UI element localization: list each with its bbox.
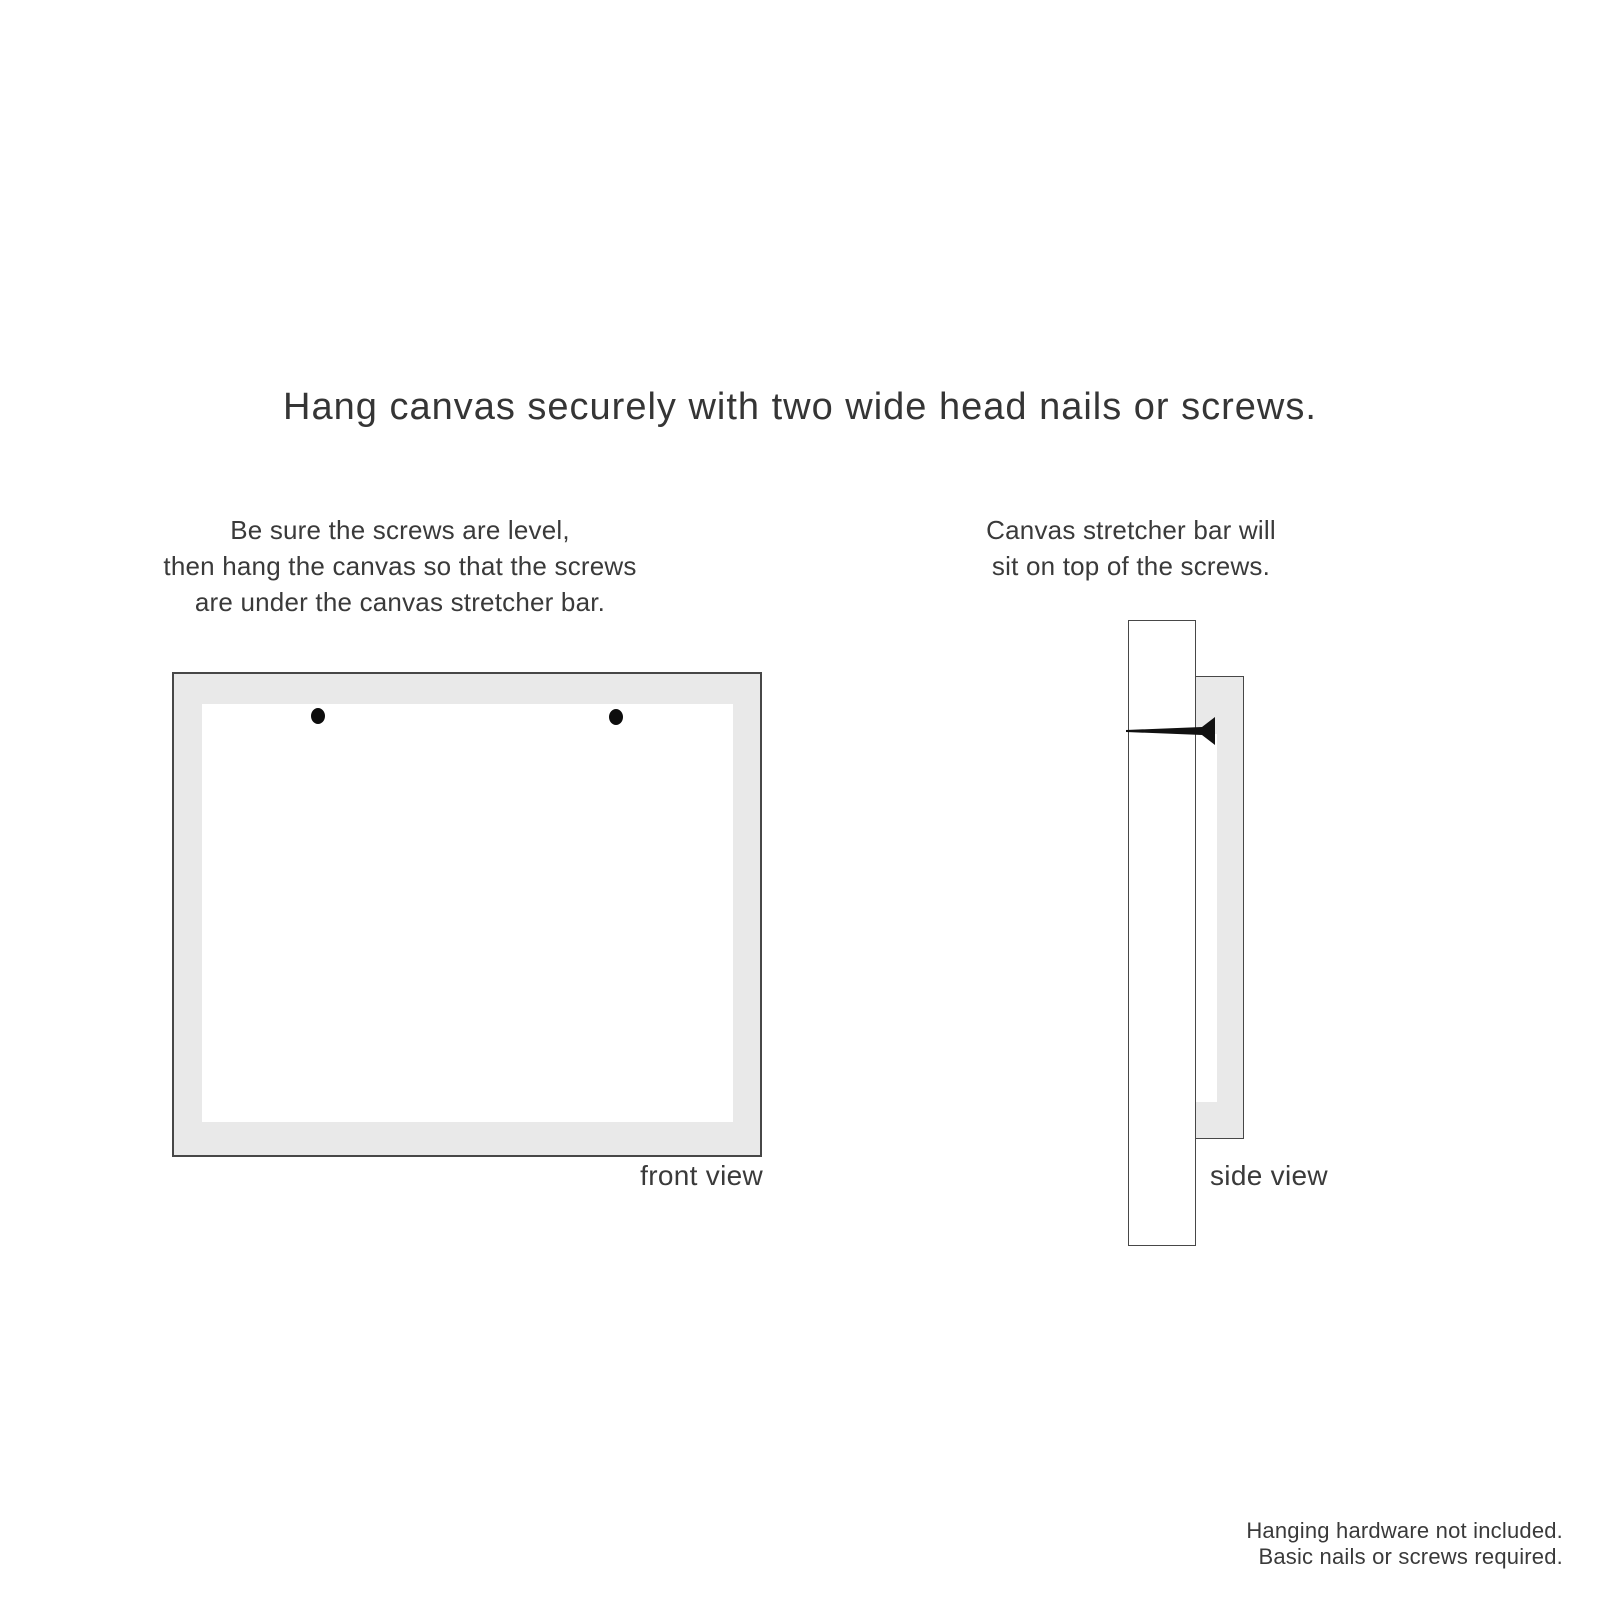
front-view-label: front view: [640, 1160, 763, 1191]
side-view-label: side view: [1210, 1160, 1328, 1191]
page-title: Hang canvas securely with two wide head nails or screws.: [283, 386, 1317, 428]
instruction-line: Be sure the screws are level,: [230, 515, 570, 545]
front-view-canvas-inner: [202, 704, 733, 1122]
front-view-instructions: [120, 512, 680, 620]
hardware-note: [1246, 1518, 1563, 1570]
instruction-line: sit on top of the screws.: [991, 551, 1271, 581]
screw-dot-icon: [609, 709, 623, 725]
nail-icon: [1118, 709, 1218, 753]
screw-dot-icon: [311, 708, 325, 724]
instruction-line: Canvas stretcher bar will: [986, 515, 1276, 545]
instruction-line: are under the canvas stretcher bar.: [194, 587, 606, 617]
instruction-line: then hang the canvas so that the screws: [163, 551, 637, 581]
hardware-note-line: Basic nails or screws required.: [1258, 1544, 1563, 1569]
side-view-canvas-inner: [1196, 734, 1217, 1102]
hardware-note-line: Hanging hardware not included.: [1246, 1518, 1563, 1543]
side-view-instructions: [941, 512, 1321, 584]
front-view-canvas: [172, 672, 762, 1157]
